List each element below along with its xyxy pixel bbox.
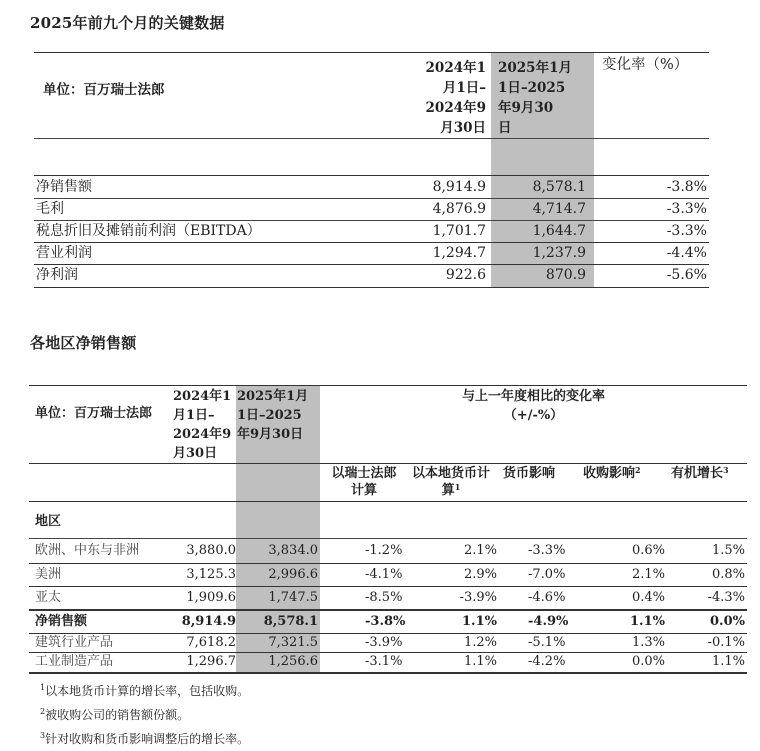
subheader-acquisition-impact: 收购影响$^2$: [583, 465, 641, 481]
row-rule: [34, 220, 709, 221]
value-2025: 1,644.7: [532, 223, 586, 239]
value-fx: -5.1%: [528, 635, 566, 650]
value-2025: 7,321.5: [268, 635, 318, 650]
value-2024: 922.6: [445, 267, 486, 283]
value-organic: 1.5%: [711, 543, 745, 558]
value-chf: -3.9%: [365, 635, 403, 650]
value-2024: 8,914.9: [181, 614, 236, 629]
row-label: 欧洲、中东与非洲: [35, 543, 140, 558]
table-top-rule: [34, 52, 709, 53]
value-2024: 3,125.3: [186, 567, 236, 582]
subheader-chf: 以瑞士法郎 计算: [331, 466, 397, 498]
subheader-rule: [29, 501, 747, 502]
value-organic: 1.1%: [711, 654, 745, 669]
value-local: 2.1%: [463, 543, 497, 558]
table-bottom-rule: [34, 287, 709, 288]
value-acq: 0.6%: [631, 543, 665, 558]
value-2025: 8,578.1: [532, 179, 586, 195]
value-change: -3.3%: [666, 223, 707, 239]
value-organic: -0.1%: [707, 635, 745, 650]
header-rule: [29, 463, 747, 464]
unit-label: 单位：百万瑞士法郎: [35, 406, 153, 421]
row-rule: [29, 586, 747, 587]
value-2024: 7,618.2: [186, 635, 236, 650]
value-fx: -3.3%: [528, 543, 566, 558]
footnote-ref-3: 3: [723, 465, 729, 475]
value-change: -5.6%: [666, 267, 707, 283]
footnote-1: $^1$以本地货币计算的增长率，包括收购。: [40, 683, 250, 698]
value-acq: 1.1%: [630, 614, 665, 629]
value-chf: -4.1%: [365, 567, 403, 582]
section2-title: 各地区净销售额: [30, 334, 137, 352]
row-rule: [34, 242, 709, 243]
value-change: -3.3%: [666, 201, 707, 217]
value-fx: -4.6%: [528, 590, 566, 605]
region-section-label: 地区: [35, 514, 62, 529]
row-label: 营业利润: [36, 245, 92, 261]
table-bottom-rule: [29, 672, 747, 674]
value-2024: 1,701.7: [432, 223, 486, 239]
value-2025: 4,714.7: [532, 201, 586, 217]
value-2025: 1,237.9: [532, 245, 586, 261]
header-rule: [34, 138, 709, 139]
row-label: 净销售额: [36, 179, 92, 195]
footnote-3: $^3$针对收购和货币影响调整后的增长率。: [40, 731, 250, 746]
value-chf: -3.8%: [365, 614, 406, 629]
row-label: 净利润: [36, 267, 78, 283]
col-header-2025: 2025年1月 1日–2025 年9月30日: [237, 389, 309, 442]
row-rule: [34, 264, 709, 265]
value-2024: 1,294.7: [432, 245, 486, 261]
unit-label: 单位：百万瑞士法郎: [43, 82, 165, 98]
footnote-2: $^2$被收购公司的销售额份额。: [40, 707, 190, 722]
value-organic: -4.3%: [707, 590, 745, 605]
value-chf: -8.5%: [365, 590, 403, 605]
value-2025: 870.9: [545, 267, 586, 283]
change-group-header: 与上一年度相比的变化率 （+/-%）: [461, 389, 605, 423]
value-fx: -7.0%: [528, 567, 566, 582]
value-2025: 2,996.6: [268, 567, 318, 582]
value-local: 1.1%: [463, 654, 497, 669]
col-header-change: 变化率（%）: [602, 57, 689, 73]
col-header-2024: 2024年1 月1日– 2024年9 月30日: [425, 60, 486, 136]
col-header-2025: 2025年1月 1日–2025 年9月30 日: [498, 60, 572, 136]
value-organic: 0.8%: [711, 567, 745, 582]
value-local: -3.9%: [459, 590, 497, 605]
value-2025: 3,834.0: [268, 543, 318, 558]
row-label: 美洲: [35, 567, 62, 582]
col-header-2024: 2024年1 月1日– 2024年9 月30日: [173, 389, 232, 461]
value-2024: 3,880.0: [186, 543, 236, 558]
value-local: 1.2%: [463, 635, 497, 650]
row-rule: [34, 198, 709, 199]
value-fx: -4.9%: [528, 614, 569, 629]
value-2024: 8,914.9: [432, 179, 486, 195]
value-2024: 1,296.7: [186, 654, 236, 669]
value-2025: 8,578.1: [263, 614, 318, 629]
subheader-local-currency: 以本地货币计 算$^1$: [411, 466, 490, 498]
value-2024: 4,876.9: [432, 201, 486, 217]
row-rule: [29, 609, 747, 611]
value-chf: -3.1%: [365, 654, 403, 669]
footnote-ref-2: 2: [635, 465, 641, 475]
value-chf: -1.2%: [365, 543, 403, 558]
row-label: 毛利: [36, 201, 64, 217]
value-2025: 1,256.6: [268, 654, 318, 669]
value-acq: 2.1%: [631, 567, 665, 582]
subheader-fx-impact: 货币影响: [503, 466, 556, 481]
value-2024: 1,909.6: [186, 590, 236, 605]
row-label: 净销售额: [35, 614, 88, 629]
value-fx: -4.2%: [528, 654, 566, 669]
section1-title: 2025年前九个月的关键数据: [30, 14, 225, 32]
row-label: 工业制造产品: [35, 654, 114, 669]
value-organic: 0.0%: [710, 614, 745, 629]
value-local: 2.9%: [463, 567, 497, 582]
value-2025: 1,747.5: [268, 590, 318, 605]
row-rule: [29, 563, 747, 564]
subheader-organic-growth: 有机增长$^3$: [671, 465, 729, 481]
value-local: 1.1%: [462, 614, 497, 629]
value-acq: 0.0%: [631, 654, 665, 669]
value-acq: 0.4%: [631, 590, 665, 605]
row-label: 建筑行业产品: [35, 635, 114, 650]
footnote-ref-1: 1: [454, 482, 461, 492]
row-rule: [29, 538, 747, 539]
body-top-rule: [34, 175, 709, 176]
value-change: -4.4%: [666, 245, 707, 261]
row-label: 税息折旧及摊销前利润（EBITDA）: [36, 223, 261, 239]
table-top-rule: [29, 385, 747, 386]
value-change: -3.8%: [666, 179, 707, 195]
value-acq: 1.3%: [631, 635, 665, 650]
row-label: 亚太: [35, 590, 62, 605]
